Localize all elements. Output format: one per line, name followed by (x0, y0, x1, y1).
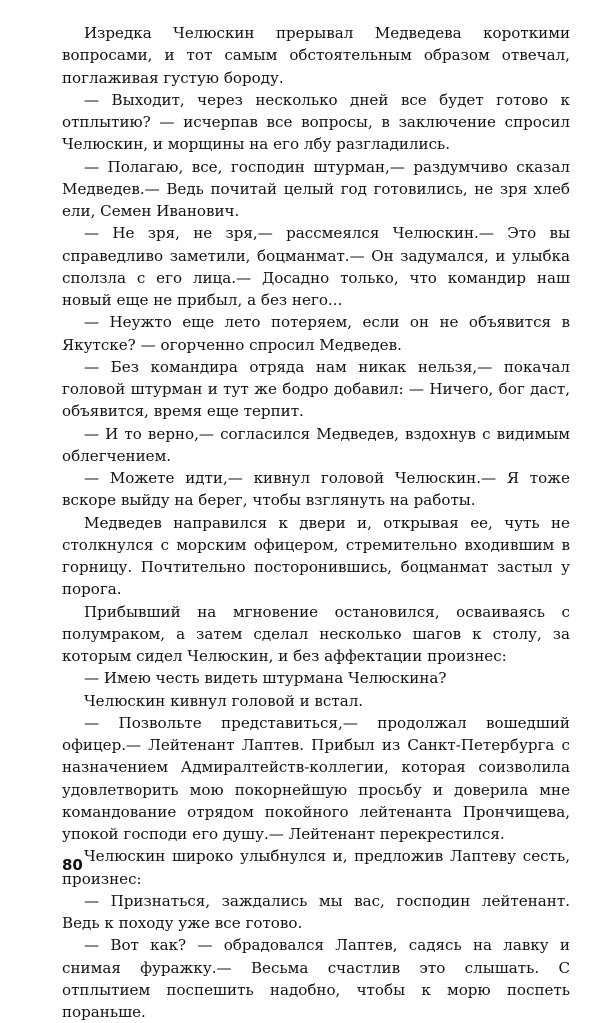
paragraph: Челюскин кивнул головой и встал. (84, 691, 364, 710)
paragraph: Прибывший на мгновение остановился, осваиваясь с полумраком, а затем сделал несколько шагов к столу, за которым сидел Челюскин, и без аффектации произнес: (62, 602, 570, 665)
paragraph: — Имею честь видеть штурмана Челюскина? (84, 669, 447, 688)
paragraph: — Полагаю, все, господин штурман,— раздумчиво сказал Медведев.— Ведь почитай целый год готовились, не зря хлеб ели, Семен Иванович. (62, 157, 570, 220)
paragraph: — И то верно,— согласился Медведев, вздохнув с видимым облегчением. (62, 424, 570, 465)
paragraph: — Признаться, заждались мы вас, господин лейтенант. Ведь к походу уже все готово. (62, 891, 570, 932)
paragraph: Изредка Челюскин прерывал Медведева короткими вопросами, и тот самым обстоятельным образом отвечал, поглаживая густую бороду. (62, 24, 570, 87)
paragraph: Челюскин широко улыбнулся и, предложив Лаптеву сесть, произнес: (62, 847, 570, 888)
paragraph: Медведев направился к двери и, открывая ее, чуть не столкнулся с морским офицером, стремительно входившим в горницу. Почтительно посторонившись, боцманмат застыл у порога. (62, 513, 570, 599)
body-text (62, 22, 570, 1023)
paragraph: — Выходит, через несколько дней все будет готово к отплытию? — исчерпав все вопросы, в заключение спросил Челюскин, и морщины на его лбу разгладились. (62, 90, 570, 154)
page-number: 80 (62, 856, 83, 874)
paragraph: — Можете идти,— кивнул головой Челюскин.— Я тоже вскоре выйду на берег, чтобы взглянуть на работы. (62, 469, 570, 510)
paragraph: — Без командира отряда нам никак нельзя,— покачал головой штурман и тут же бодро добавил: — Ничего, бог даст, объявится, время еще терпит. (62, 357, 570, 421)
paragraph: — Позвольте представиться,— продолжал вошедший офицер.— Лейтенант Лаптев. Прибыл из Санкт-Петербурга с назначением Адмиралтейств-коллегии, которая соизволила удовлетворить мою покорнейшую просьбу и доверила мне командование отрядом покойного лейтенанта Прончищева, упокой господи его душу.— Лейтенант перекрестился. (62, 713, 570, 843)
paragraph: — Вот как? — обрадовался Лаптев, садясь на лавку и снимая фуражку.— Весьма счастлив это слышать. С отплытием поспешить надобно, чтобы к морю поспеть пораньше. (62, 936, 570, 1021)
paragraph: — Не зря, не зря,— рассмеялся Челюскин.— Это вы справедливо заметили, боцманмат.— Он задумался, и улыбка сползла с его лица.— Досадно только, что командир наш новый еще не прибыл, а без него... (62, 224, 570, 309)
paragraph: — Неужто еще лето потеряем, если он не объявится в Якутске? — огорченно спросил Медведев. (62, 313, 570, 354)
